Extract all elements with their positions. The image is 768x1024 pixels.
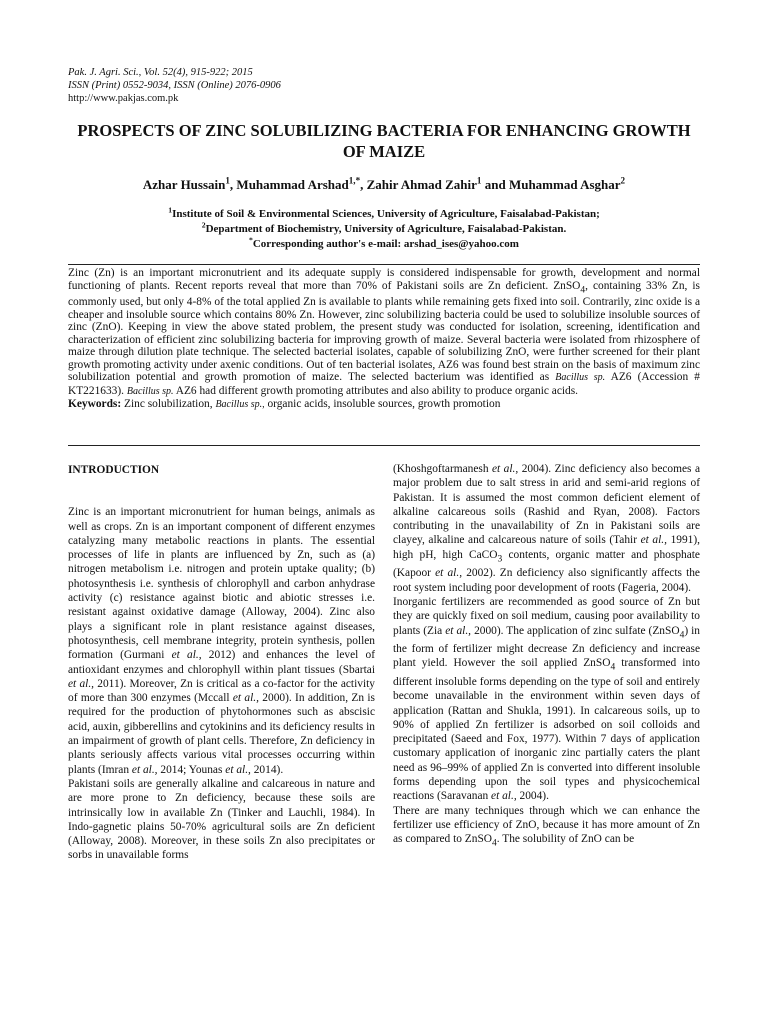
abstract (68, 267, 700, 412)
paragraph (68, 505, 375, 777)
journal-issn: ISSN (Print) 0552-9034, ISSN (Online) 2076-0906 (68, 80, 281, 91)
affiliation-text: Department of Biochemistry, University of Agriculture, Faisalabad-Pakistan. (205, 223, 567, 235)
body-text: ) in the form of fertilizer might decrease Zn deficiency and increase plant yield. However the soil applied ZnSO (393, 624, 701, 670)
journal-header (68, 66, 281, 105)
body-text: transformed into different insoluble forms depending on the type of soil and entirely become unavailable in the environment within seven days of application (Rattan and Shukla, 1991). In calcareous soils, up to 90% of applied Zn fertilizer is adsorbed on soil colloids and precipitated (Saeed and Fox, 1977). Within 7 days of application customary application of inorganic zinc partially caters the plant need as 96–99% of applied Zn is converted into different insoluble forms depending upon the soil types and physicochemical reactions (Saravanan (393, 657, 700, 803)
keywords-italic: Bacillus sp., (215, 399, 265, 411)
corresponding-email: Corresponding author's e-mail: arshad_ises@yahoo.com (252, 238, 519, 250)
body-text: Zinc is an important micronutrient for human beings, animals as well as crops. Zn is an important component of different enzymes catalyzing many metabolic reactions in plants. The essential processes of life in plants are influenced by Zn, such as (a) nitrogen metabolism i.e. nitrogen and protein uptake quality; (b) photosynthesis i.e. synthesis of chlorophyll and carbon anhydrase activity (c) resistance against biotic and abiotic stresses i.e. resistant against oxidative damage (Alloway, 2004). Zinc also plays a significant role in plant resistance against diseases, photosynthesis, cell membrane integrity, protein synthesis, pollen formation (Gurmani (68, 506, 375, 662)
affiliation-1 (68, 207, 700, 222)
abstract-top-rule (68, 264, 700, 265)
body-text: 2011). Moreover, Zn is critical as a co-factor for the activity of more than 300 enzymes (Mccall (68, 677, 375, 705)
body-text: 2012) and enhances the level of antioxidant enzymes and chlorophyll within plant tissues (Sbartai (68, 649, 376, 676)
subscript: 4 (679, 629, 685, 640)
author-conjunction: and (484, 177, 506, 192)
et-al: et al., (445, 624, 472, 637)
species-name: Bacillus sp. (555, 372, 606, 384)
abstract-bottom-rule (68, 445, 700, 446)
right-column (393, 462, 700, 851)
body-text: 2000). In addition, Zn is required for the production of phytohormones such as abscisic acid, auxin, gibberellins and cytokinins and its deficiency results in an impairment of growth of plant cells. Therefore, Zn deficiency in plants seriously affects various vital processes occurring within plants (Imran (68, 692, 375, 776)
body-text: (Khoshgoftarmanesh (393, 463, 492, 475)
abstract-text: , containing 33% Zn, is commonly used, but only 4-8% of the total applied Zn is available to plants while remaining gets fixed into soil. Contrarily, zinc oxide is a cheaper and insoluble source which contains 80% Zn. However, zinc solubilizing bacteria could be used to solubilize insoluble sources of zinc (ZnO). Keeping in view the above stated problem, the present study was conducted for isolation, screening, identification and characterization of efficient zinc solubilizing bacteria for improving growth of maize. Several bacteria were isolated from rhizosphere of maize through dilution plate technique. The selected bacterial isolates, capable of solubilizing ZnO, were further screened for their plant growth promoting activity under axenic conditions. Out of ten bacterial isolates, AZ6 was found best strain on the basis of maximum zinc solubilization potential and growth promotion of maize. The selected bacterium was identified as (68, 279, 700, 384)
journal-citation: Pak. J. Agri. Sci., Vol. 52(4), 915-922; 2015 (68, 67, 253, 78)
paragraph (393, 462, 700, 595)
author-affiliation-mark: 1 (476, 175, 482, 186)
body-text: 2014). (250, 763, 284, 776)
affiliation-2 (68, 222, 700, 237)
section-heading: INTRODUCTION (68, 464, 160, 476)
et-al: et al., (131, 763, 158, 776)
subscript: 4 (492, 838, 497, 849)
et-al: et al., (491, 790, 517, 803)
body-text: 2002). Zn deficiency also significantly affects the root system including poor development of roots (Fageria, 2004). (393, 567, 700, 594)
author-name: Azhar Hussain (142, 177, 226, 192)
et-al: et al., (225, 763, 251, 776)
et-al: et al., (232, 692, 259, 705)
author-affiliation-mark: 1 (225, 175, 230, 186)
et-al: et al., (171, 649, 202, 662)
body-text: . The solubility of ZnO can be (496, 833, 635, 846)
abstract-text: AZ6 had different growth promoting attributes and also ability to produce organic acids. (173, 384, 579, 397)
author-name: Muhammad Asghar (508, 177, 621, 192)
keywords-text: organic acids, insoluble sources, growth promotion (264, 398, 501, 411)
body-text: 2000). The application of zinc sulfate (ZnSO (471, 624, 680, 637)
abstract-text: AZ6 (Accession # KT221633). (68, 371, 700, 397)
body-text: Inorganic fertilizers are recommended as good source of Zn but they are quickly fixed on soil medium, causing poor availability to plants (Zia (393, 595, 700, 637)
body-text: 1991), high pH, high CaCO (393, 534, 700, 561)
body-text: 2004). (516, 790, 549, 803)
affiliation-mark: 2 (201, 220, 206, 230)
body-text: There are many techniques through which we can enhance the fertilizer use efficiency of ZnO, because it has more amount of Zn as compared to ZnSO (393, 804, 700, 846)
author-affiliation-mark: 1,* (348, 175, 361, 186)
keywords-label: Keywords: (68, 398, 122, 411)
author-name: Zahir Ahmad Zahir (366, 177, 477, 192)
body-text: 2004). Zinc deficiency also becomes a major problem due to salt stress in arid and semi-arid regions of Pakistan. It is assumed the most common deficient element of alkaline calcareous soils (Rashid and Ryan, 2008). Factors contributing in the unavailability of Zn in Pakistani soils are clayey, alkaline and calcareous nature of soils (Tahir (393, 463, 700, 547)
et-al: et al., (492, 463, 519, 475)
author-list: Azhar Hussain$^1$, Muhammad Arshad$^{1,*}$, Zahir Ahmad Zahir$^1$ and Muhammad Asghar$^2$ (142, 175, 626, 192)
author-affiliation-mark: 2 (620, 175, 626, 186)
paragraph (393, 804, 700, 851)
et-al: et al., (640, 534, 667, 547)
paper-title: PROSPECTS OF ZINC SOLUBILIZING BACTERIA FOR ENHANCING GROWTH OF MAIZE (77, 121, 691, 161)
et-al: et al., (435, 567, 463, 580)
author-name: Muhammad Arshad (236, 177, 349, 192)
species-name: Bacillus sp. (126, 385, 174, 397)
affiliations (68, 207, 700, 252)
journal-url[interactable]: http://www.pakjas.com.pk (68, 93, 179, 104)
left-column (68, 463, 375, 863)
abstract-text: Zinc (Zn) is an important micronutrient and its adequate supply is considered indispensable for growth, development and normal functioning of plants. Recent reports reveal that more than 70% of Pakistani soils are Zn deficient. ZnSO (68, 267, 700, 292)
paragraph (393, 595, 700, 804)
keywords-text: Zinc solubilization, (121, 398, 216, 411)
affiliation-mark: * (249, 235, 253, 245)
subscript: 3 (497, 554, 503, 565)
body-text: 2014; Younas (157, 763, 226, 776)
paragraph: Pakistani soils are generally alkaline and calcareous in nature and are more prone to Zn deficiency, because these soils are intrinsically low in available Zn (Tinker and Lauchli, 1984). In Indo-gagnetic plains 50-70% agricultural soils are Zn deficient (Alloway, 2008). Moreover, in these soils Zn also precipitates or sorbs in unavailable forms (68, 777, 375, 862)
body-text: contents, organic matter and phosphate (Kapoor (393, 548, 700, 580)
corresponding-author (68, 237, 700, 252)
affiliation-mark: 1 (168, 205, 173, 215)
subscript: 4 (610, 662, 616, 673)
et-al: et al., (68, 677, 95, 690)
affiliation-text: Institute of Soil & Environmental Sciences, University of Agriculture, Faisalabad-Pakistan; (172, 208, 600, 220)
subscript: 4 (580, 284, 586, 295)
